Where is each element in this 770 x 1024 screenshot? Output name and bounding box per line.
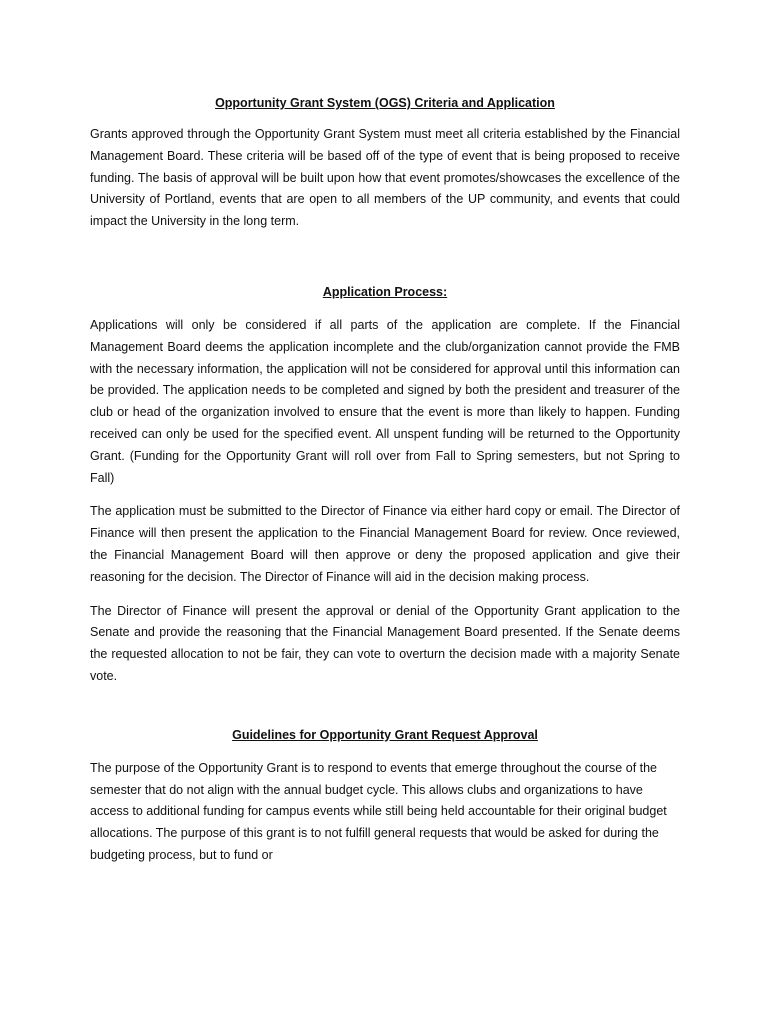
guidelines-paragraph-1: The purpose of the Opportunity Grant is to respond to events that emerge throughout the course of the semester that do not align with the annual budget cycle. This allows clubs and organizations to have access to additional funding for campus events while still being held accountable for their original budget allocations. The purpose of this grant is to not fulfill general requests that would be asked for during the budgeting process, but to fund or: [90, 760, 667, 862]
intro-paragraph: Grants approved through the Opportunity Grant System must meet all criteria established by the Financial Management Board. These criteria will be based off of the type of event that is being proposed to receive funding. The basis of approval will be built upon how that event promotes/showcases the excellence of the University of Portland, events that are open to all members of the UP community, and events that could impact the University in the long term.: [90, 127, 680, 229]
application-process-paragraph-3: The Director of Finance will present the approval or denial of the Opportunity Grant application to the Senate and provide the reasoning that the Financial Management Board presented. If the Senate deems the requested allocation to not be fair, they can vote to overturn the decision made with a majority Senate vote.: [90, 603, 680, 683]
section-heading-guidelines: Guidelines for Opportunity Grant Request Approval: [232, 727, 538, 742]
document-body: [90, 94, 680, 867]
document-title: Opportunity Grant System (OGS) Criteria and Application: [215, 96, 555, 110]
application-process-paragraph-2: The application must be submitted to the Director of Finance via either hard copy or email. The Director of Finance will then present the application to the Financial Management Board for review. Once reviewed, the Financial Management Board will then approve or deny the proposed application and give their reasoning for the decision. The Director of Finance will aid in the decision making process.: [90, 504, 680, 584]
section-heading-application-process: Application Process:: [322, 284, 448, 299]
application-process-paragraph-1: Applications will only be considered if all parts of the application are complete. If the Financial Management Board deems the application incomplete and the club/organization cannot provide the FMB with the necessary information, the application will not be considered for approval until this information can be provided. The application needs to be completed and signed by both the president and treasurer of the club or head of the organization involved to ensure that the event is more than likely to happen. Funding received can only be used for the specified event. All unspent funding will be returned to the Opportunity Grant. (Funding for the Opportunity Grant will roll over from Fall to Spring semesters, but not Spring to Fall): [90, 317, 680, 485]
